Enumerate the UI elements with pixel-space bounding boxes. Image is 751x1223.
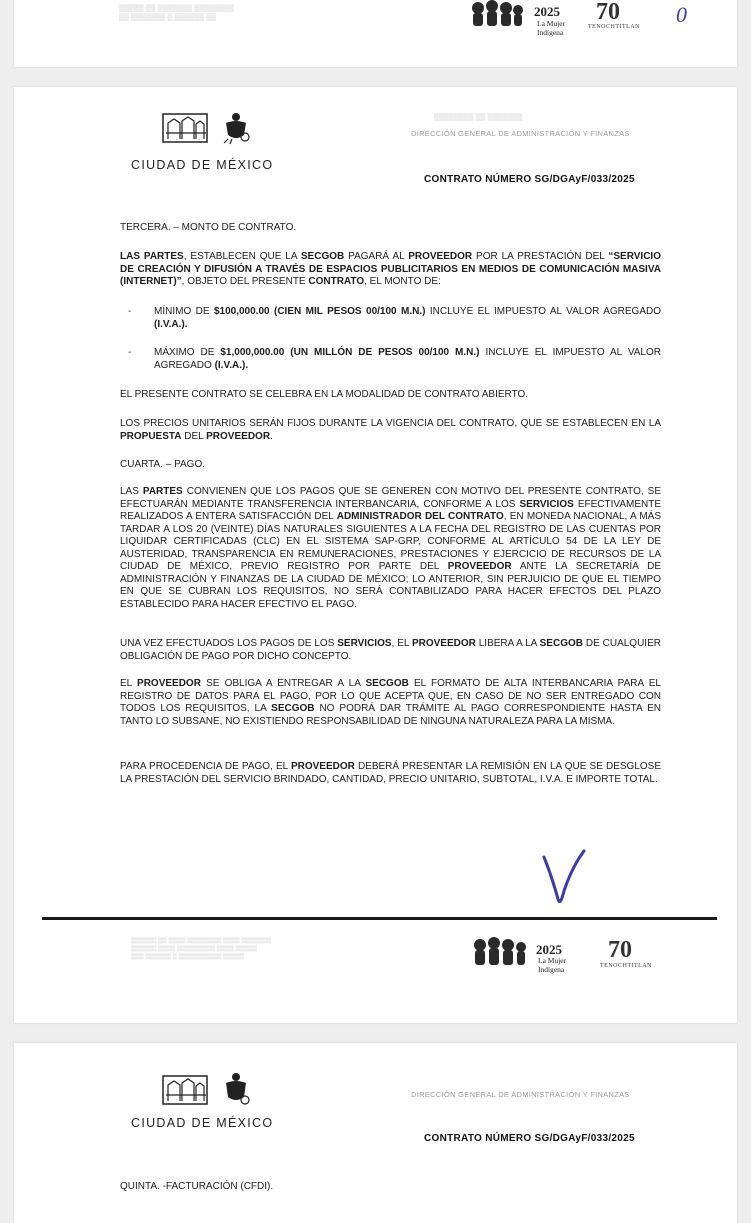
unit-prices-paragraph: LOS PRECIOS UNITARIOS SERÁN FIJOS DURANTE LA VIGENCIA DEL CONTRATO, QUE SE ESTABLECEN EN LA PROPUESTA DEL PROVEEDOR. [120, 418, 661, 442]
clause-quinta-title: QUINTA. -FACTURACIÓN (CFDI). [120, 1181, 274, 1192]
tenochtitlan-text: TENOCHTITLAN [588, 24, 640, 30]
next-cdmx-shield-icon [162, 1075, 208, 1105]
year-text: 2025 [534, 4, 560, 19]
department-name: DIRECCIÓN GENERAL DE ADMINISTRACIÓN Y FINANZAS [411, 129, 630, 138]
release-paragraph: UNA VEZ EFECTUADOS LOS PAGOS DE LOS SERVICIOS, EL PROVEEDOR LIBERA A LA SECGOB DE CUALQUIER OBLIGACIÓN DE PAGO POR DICHO CONCEPTO. [120, 638, 661, 662]
faded-header-text: ▒▒▒▒▒ ▒▒ ▒▒▒▒▒▒▒ ▒▒▒▒▒▒▒▒ ▒▒ ▒▒▒▒▒▒▒ ▒ ▒▒▒▒▒▒ ▒▒ [119, 5, 234, 21]
footer-year: 2025 [536, 942, 562, 957]
bullet-max: - [128, 347, 132, 358]
org-name: CIUDAD DE MÉXICO [131, 158, 274, 172]
next-org-name: CIUDAD DE MÉXICO [131, 1116, 274, 1130]
next-page [14, 1043, 737, 1223]
maximum-amount: MÁXIMO DE $1,000,000.00 (UN MILLÓN DE PESOS 00/100 M.N.) INCLUYE EL IMPUESTO AL VALOR AGREGADO (I.V.A.). [154, 347, 661, 371]
next-cdmx-eagle-icon [218, 1069, 254, 1109]
mujer-indigena-text: La Mujer Indígena [537, 19, 566, 37]
footer-mujer-indigena: La Mujer Indígena [538, 956, 567, 974]
svg-text:70: 70 [596, 0, 620, 22]
cdmx-eagle-icon [218, 109, 254, 145]
indigenous-women-emblem [468, 0, 524, 28]
next-contract-number: CONTRATO NÚMERO SG/DGAyF/033/2025 [424, 1133, 635, 1144]
footer-divider [42, 917, 717, 920]
svg-text:70: 70 [608, 937, 632, 961]
clause-tercera-title: TERCERA. – MONTO DE CONTRATO. [120, 222, 297, 233]
amount-paragraph: LAS PARTES, ESTABLECEN QUE LA SECGOB PAGARÁ AL PROVEEDOR POR LA PRESTACIÓN DEL “SERVICIO DE CREACIÓN Y DIFUSIÓN A TRAVÉS DE ESPACIOS PUBLICITARIOS EN MEDIOS DE COMUNICACIÓN MASIVA (INTERNET)”, OBJETO DEL PRESENTE CONTRATO, EL MONTO DE: [120, 251, 661, 287]
seventy-anniversary-emblem [594, 0, 644, 22]
footer-address: ▒▒▒▒▒▒ ▒▒ ▒▒▒▒ ▒▒▒▒▒▒▒▒ ▒▒▒▒ ▒▒▒▒▒▒▒ ▒▒▒▒▒▒ ▒▒▒▒ ▒▒▒▒▒▒▒▒▒ ▒▒▒▒ ▒▒▒▒▒ ▒▒▒ ▒▒▒▒▒▒ ▒ ▒▒▒▒▒▒▒▒▒▒ ▒▒▒▒▒ [131, 938, 272, 960]
minimum-amount: MÍNIMO DE $100,000.00 (CIEN MIL PESOS 00/100 M.N.) INCLUYE EL IMPUESTO AL VALOR AGREGADO (I.V.A.). [154, 306, 661, 330]
footer-indigenous-women-emblem [470, 933, 528, 967]
contract-number: CONTRATO NÚMERO SG/DGAyF/033/2025 [424, 174, 635, 185]
contract-page [14, 87, 737, 1023]
payment-paragraph: LAS PARTES CONVIENEN QUE LOS PAGOS QUE SE GENEREN CON MOTIVO DEL PRESENTE CONTRATO, SE EFECTUARÁN MEDIANTE TRANSFERENCIA INTERBANCARIA, CONFORME A LOS SERVICIOS EFECTIVAMENTE REALIZADOS A ENTERA SATISFACCIÓN DEL ADMINISTRADOR DEL CONTRATO, EN MONEDA NACIONAL, A MÁS TARDAR A LOS 20 (VEINTE) DÍAS NATURALES SIGUIENTES A LA FECHA DEL REGISTRO DE LAS CUENTAS POR LIQUIDAR CERTIFICADAS (CLC) EN EL SISTEMA SAP-GRP, CONFORME AL ARTÍCULO 54 DE LA LEY DE AUSTERIDAD, TRANSPARENCIA EN REMUNERACIONES, PRESTACIONES Y EJERCICIO DE RECURSOS DE LA CIUDAD DE MÉXICO, PREVIO REGISTRO POR PARTE DEL PROVEEDOR ANTE LA SECRETARÍA DE ADMINISTRACIÓN Y FINANZAS DE LA CIUDAD DE MÉXICO; LO ANTERIOR, SIN PERJUICIO DE QUE EL TIEMPO EN QUE SE CUBRAN LOS REQUISITOS, NO SERÁ CONTABILIZADO PARA HACER EFECTOS DEL PLAZO ESTABLECIDO PARA HACER EFECTIVO EL PAGO. [120, 486, 661, 610]
open-contract-paragraph: EL PRESENTE CONTRATO SE CELEBRA EN LA MODALIDAD DE CONTRATO ABIERTO. [120, 389, 529, 400]
obligation-paragraph: EL PROVEEDOR SE OBLIGA A ENTREGAR A LA SECGOB EL FORMATO DE ALTA INTERBANCARIA PARA EL REGISTRO DE DATOS PARA EL PAGO, POR LO QUE ACEPTA QUE, EN CASO DE NO SER ENTREGADO CON TODOS LOS REQUISITOS, LA SECGOB NO PODRÁ DAR TRÁMITE AL PAGO CORRESPONDIENTE HASTA EN TANTO LO SUBSANE, NO EXISTIENDO RESPONSABILIDAD DE NINGUNA NATURALEZA PARA LA MISMA. [120, 678, 661, 727]
bullet-min: - [128, 306, 132, 317]
signature [538, 847, 598, 913]
footer-seventy-emblem [606, 935, 656, 961]
handwritten-mark: 0 [676, 2, 687, 27]
previous-page [14, 0, 737, 67]
invoice-requirement-paragraph: PARA PROCEDENCIA DE PAGO, EL PROVEEDOR DEBERÁ PRESENTAR LA REMISIÓN EN LA QUE SE DESGLOSE LA PRESTACIÓN DEL SERVICIO BRINDADO, CANTIDAD, PRECIO UNITARIO, SUBTOTAL, I.V.A. E IMPORTE TOTAL. [120, 761, 661, 785]
faded-subheader: ▒▒▒▒▒▒▒▒ ▒▒ ▒▒▒▒▒▒▒ [434, 114, 523, 121]
footer-tenochtitlan: TENOCHTITLAN [600, 963, 652, 969]
next-department-name: DIRECCIÓN GENERAL DE ADMINISTRACIÓN Y FINANZAS [411, 1090, 630, 1099]
clause-cuarta-title: CUARTA. – PAGO. [120, 459, 206, 470]
cdmx-shield-icon [162, 113, 208, 143]
